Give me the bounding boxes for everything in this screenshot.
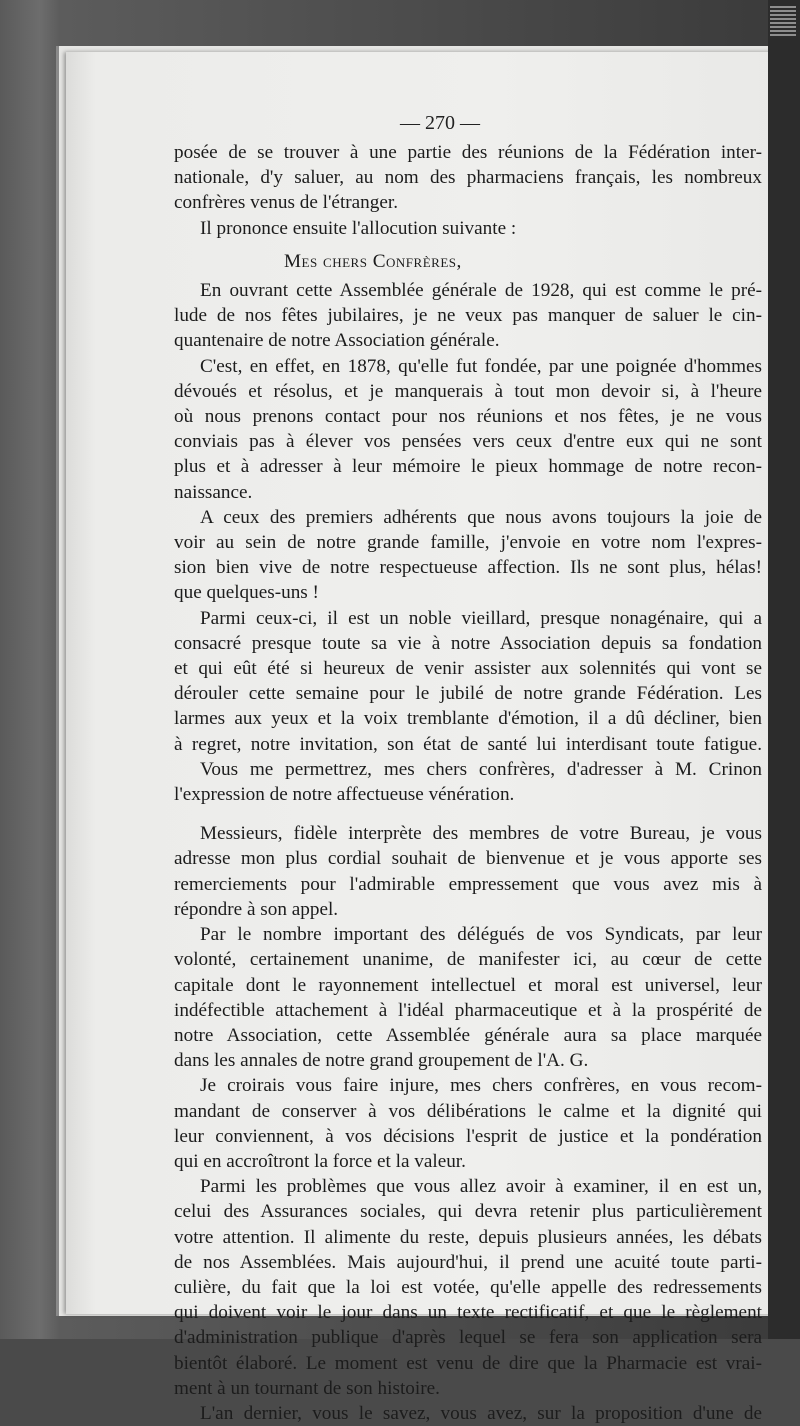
text-line: votre attention. Il alimente du reste, depuis plusieurs années, les débats bbox=[174, 1226, 762, 1248]
text-line: que quelques-uns ! bbox=[174, 582, 319, 604]
text-line: mandant de conserver à vos délibérations le calme et la dignité qui bbox=[174, 1100, 762, 1122]
text-line: de nos Assemblées. Mais aujourd'hui, il prend une acuité toute parti- bbox=[174, 1251, 762, 1273]
text-line: capitale dont le rayonnement intellectuel et moral est universel, leur bbox=[174, 974, 762, 996]
text-line: Il prononce ensuite l'allocution suivante : bbox=[200, 217, 517, 239]
text-line: dans les annales de notre grand groupement de l'A. G. bbox=[174, 1050, 589, 1072]
text-line: confrères venus de l'étranger. bbox=[174, 192, 399, 214]
text-line: d'administration publique d'après lequel se fera son application sera bbox=[174, 1327, 762, 1349]
text-line: à regret, notre invitation, son état de santé lui interdisant toute fatigue. bbox=[174, 733, 762, 755]
text-line: dévoués et résolus, et je manquerais à tout mon devoir si, à l'heure bbox=[174, 380, 762, 402]
text-line: répondre à son appel. bbox=[174, 898, 339, 920]
text-line: qui doivent voir le jour dans un texte rectificatif, et que le règlement bbox=[174, 1302, 762, 1324]
text-line: conviais pas à élever vos pensées vers ceux d'entre eux qui ne sont bbox=[174, 431, 762, 453]
color-target-mark bbox=[770, 6, 796, 36]
text-line: et qui eût été si heureux de venir assister aux solennités qui vont se bbox=[174, 658, 762, 680]
salutation-heading: Mes chers Confrères, bbox=[284, 250, 462, 272]
text-line: leur conviennent, à vos décisions l'esprit de justice et la pondération bbox=[174, 1125, 762, 1147]
text-line: ment à un tournant de son histoire. bbox=[174, 1377, 440, 1399]
text-line: Vous me permettrez, mes chers confrères, d'adresser à M. Crinon bbox=[200, 758, 762, 780]
text-line: sion bien vive de notre respectueuse affection. Ils ne sont plus, hélas! bbox=[174, 557, 762, 579]
text-line: remerciements pour l'admirable empressement que vous avez mis à bbox=[174, 873, 762, 895]
text-line: Messieurs, fidèle interprète des membres de votre Bureau, je vous bbox=[200, 823, 762, 845]
text-line: En ouvrant cette Assemblée générale de 1928, qui est comme le pré- bbox=[200, 280, 762, 302]
text-line: où nous prenons contact pour nos réunions et nos fêtes, je ne vous bbox=[174, 406, 762, 428]
text-line: quantenaire de notre Association générale. bbox=[174, 330, 500, 352]
text-line: notre Association, cette Assemblée générale aura sa place marquée bbox=[174, 1024, 762, 1046]
text-line: qui en accroîtront la force et la valeur. bbox=[174, 1150, 466, 1172]
text-line: Parmi les problèmes que vous allez avoir à examiner, il en est un, bbox=[200, 1176, 762, 1198]
text-line: volonté, certainement unanime, de manifester ici, au cœur de cette bbox=[174, 949, 762, 971]
text-line: posée de se trouver à une partie des réunions de la Fédération inter- bbox=[174, 142, 762, 163]
text-line: celui des Assurances sociales, qui devra retenir plus particulièrement bbox=[174, 1201, 762, 1223]
text-line: indéfectible attachement à l'idéal pharmaceutique et à la prospérité de bbox=[174, 999, 762, 1021]
text-line: A ceux des premiers adhérents que nous avons toujours la joie de bbox=[200, 506, 762, 528]
text-line: plus et à adresser à leur mémoire le pieux hommage de notre recon- bbox=[174, 456, 762, 478]
text-line: nationale, d'y saluer, au nom des pharmaciens français, les nombreux bbox=[174, 167, 762, 189]
scanner-edge bbox=[768, 0, 800, 1339]
text-line: C'est, en effet, en 1878, qu'elle fut fondée, par une poignée d'hommes bbox=[200, 355, 762, 377]
text-line: Je croirais vous faire injure, mes chers confrères, en vous recom- bbox=[200, 1075, 762, 1097]
text-line: consacré presque toute sa vie à notre Association depuis sa fondation bbox=[174, 632, 762, 654]
text-line: dérouler cette semaine pour le jubilé de notre grande Fédération. Les bbox=[174, 683, 762, 705]
text-line: larmes aux yeux et la voix tremblante d'émotion, il a dû décliner, bien bbox=[174, 708, 762, 730]
text-line: naissance. bbox=[174, 481, 253, 503]
text-line: voir au sein de notre grande famille, j'envoie en votre nom l'expres- bbox=[174, 532, 762, 554]
text-line: adresse mon plus cordial souhait de bienvenue et je vous apporte ses bbox=[174, 848, 762, 870]
page-body-text bbox=[174, 140, 762, 1426]
page-number: — 270 — bbox=[400, 112, 480, 134]
text-line: bientôt élaboré. Le moment est venu de dire que la Pharmacie est vrai- bbox=[174, 1352, 762, 1374]
paragraph-gap bbox=[174, 807, 762, 821]
text-line: l'expression de notre affectueuse vénération. bbox=[174, 784, 515, 806]
text-line: Par le nombre important des délégués de vos Syndicats, par leur bbox=[200, 924, 762, 946]
text-line: Parmi ceux-ci, il est un noble vieillard, presque nonagénaire, qui a bbox=[200, 607, 762, 629]
text-line: L'an dernier, vous le savez, vous avez, sur la proposition d'une de bbox=[200, 1402, 762, 1424]
text-line: culière, du fait que la loi est votée, qu'elle appelle des redressements bbox=[174, 1276, 762, 1298]
text-line: lude de nos fêtes jubilaires, je ne veux pas manquer de saluer le cin- bbox=[174, 305, 762, 327]
